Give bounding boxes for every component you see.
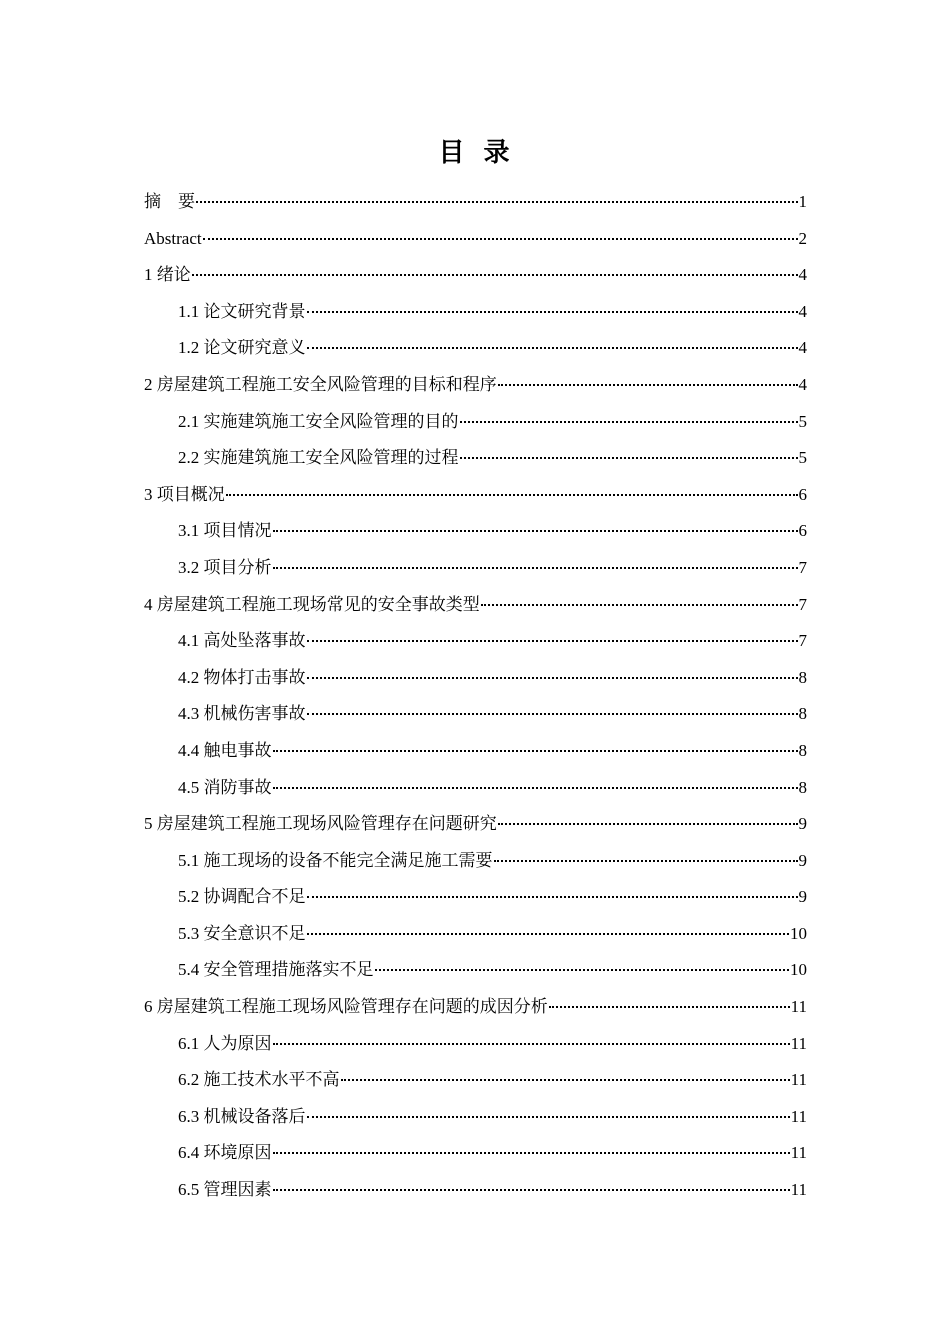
toc-entry-label: 4.2 物体打击事故 (178, 667, 306, 687)
toc-entry-page-number: 11 (790, 1070, 807, 1090)
toc-entry[interactable] (144, 550, 807, 587)
toc-dot-leader (273, 567, 798, 569)
toc-entry-page-number: 8 (798, 740, 807, 760)
toc-dot-leader (273, 1189, 790, 1191)
toc-entry-page-number: 4 (798, 338, 807, 358)
toc-dot-leader (273, 1043, 790, 1045)
toc-dot-leader (196, 201, 798, 203)
toc-entry[interactable] (144, 294, 807, 331)
toc-entry-page-number: 5 (798, 448, 807, 468)
toc-entry-page-number: 9 (798, 850, 807, 870)
toc-list (144, 184, 807, 1209)
toc-entry[interactable] (144, 1026, 807, 1063)
toc-entry-label: 2.1 实施建筑施工安全风险管理的目的 (178, 411, 459, 431)
toc-dot-leader (307, 713, 798, 715)
toc-entry[interactable] (144, 221, 807, 258)
toc-dot-leader (549, 1006, 790, 1008)
toc-entry-label: 6.3 机械设备落后 (178, 1106, 306, 1126)
toc-entry-label: Abstract (144, 228, 202, 248)
toc-dot-leader (307, 347, 798, 349)
toc-entry-label: 4.3 机械伤害事故 (178, 704, 306, 724)
toc-dot-leader (307, 311, 798, 313)
toc-entry[interactable] (144, 623, 807, 660)
toc-entry-label: 5.2 协调配合不足 (178, 887, 306, 907)
toc-dot-leader (498, 384, 798, 386)
toc-dot-leader (494, 860, 798, 862)
toc-entry-label: 4.5 消防事故 (178, 777, 272, 797)
toc-entry-label: 4.4 触电事故 (178, 740, 272, 760)
toc-entry[interactable] (144, 879, 807, 916)
toc-entry[interactable] (144, 513, 807, 550)
toc-entry-label: 5 房屋建筑工程施工现场风险管理存在问题研究 (144, 814, 497, 834)
toc-entry-page-number: 11 (790, 1143, 807, 1163)
toc-entry-label: 6.4 环境原因 (178, 1143, 272, 1163)
toc-entry[interactable] (144, 477, 807, 514)
toc-dot-leader (192, 274, 798, 276)
toc-title: 目 录 (438, 138, 512, 167)
toc-entry[interactable] (144, 770, 807, 807)
toc-entry-page-number: 4 (798, 265, 807, 285)
toc-entry-page-number: 4 (798, 374, 807, 394)
toc-entry[interactable] (144, 989, 807, 1026)
toc-dot-leader (307, 640, 798, 642)
toc-entry-page-number: 6 (798, 521, 807, 541)
toc-dot-leader (273, 1152, 790, 1154)
toc-entry[interactable] (144, 696, 807, 733)
toc-entry[interactable] (144, 404, 807, 441)
toc-entry-page-number: 8 (798, 704, 807, 724)
toc-entry[interactable] (144, 1135, 807, 1172)
toc-entry-page-number: 8 (798, 667, 807, 687)
toc-entry[interactable] (144, 1062, 807, 1099)
toc-entry-label: 1 绪论 (144, 265, 191, 285)
toc-dot-leader (341, 1079, 790, 1081)
toc-entry-label: 1.1 论文研究背景 (178, 301, 306, 321)
toc-dot-leader (460, 457, 798, 459)
toc-dot-leader (226, 494, 798, 496)
toc-dot-leader (307, 933, 790, 935)
toc-entry-label: 3 项目概况 (144, 484, 225, 504)
toc-entry-page-number: 10 (790, 923, 807, 943)
toc-entry-page-number: 11 (790, 1180, 807, 1200)
toc-entry-page-number: 9 (798, 887, 807, 907)
toc-entry[interactable] (144, 440, 807, 477)
toc-entry-page-number: 11 (790, 1106, 807, 1126)
toc-entry[interactable] (144, 1172, 807, 1209)
toc-entry[interactable] (144, 806, 807, 843)
toc-dot-leader (498, 823, 798, 825)
toc-entry[interactable] (144, 330, 807, 367)
toc-entry-page-number: 2 (798, 228, 807, 248)
toc-entry-page-number: 11 (790, 997, 807, 1017)
toc-entry[interactable] (144, 1099, 807, 1136)
toc-entry-label: 1.2 论文研究意义 (178, 338, 306, 358)
toc-entry[interactable] (144, 367, 807, 404)
toc-entry[interactable] (144, 184, 807, 221)
toc-entry[interactable] (144, 257, 807, 294)
toc-entry[interactable] (144, 660, 807, 697)
toc-entry-label: 5.1 施工现场的设备不能完全满足施工需要 (178, 850, 493, 870)
toc-dot-leader (307, 677, 798, 679)
toc-dot-leader (481, 604, 798, 606)
toc-entry-label: 4.1 高处坠落事故 (178, 631, 306, 651)
toc-entry-label: 5.3 安全意识不足 (178, 923, 306, 943)
toc-entry-label: 3.1 项目情况 (178, 521, 272, 541)
toc-dot-leader (460, 421, 798, 423)
toc-dot-leader (273, 787, 798, 789)
toc-entry-page-number: 1 (798, 192, 807, 211)
toc-entry-page-number: 6 (798, 484, 807, 504)
toc-entry[interactable] (144, 733, 807, 770)
toc-dot-leader (307, 1116, 790, 1118)
toc-entry[interactable] (144, 587, 807, 624)
toc-dot-leader (203, 238, 798, 240)
toc-entry-label: 4 房屋建筑工程施工现场常见的安全事故类型 (144, 594, 480, 614)
toc-entry-label: 6 房屋建筑工程施工现场风险管理存在问题的成因分析 (144, 997, 548, 1017)
toc-entry-page-number: 11 (790, 1033, 807, 1053)
toc-entry-label: 3.2 项目分析 (178, 557, 272, 577)
toc-entry-label: 摘 要 (144, 192, 195, 211)
toc-dot-leader (273, 750, 798, 752)
toc-entry-page-number: 5 (798, 411, 807, 431)
toc-entry[interactable] (144, 952, 807, 989)
toc-entry-page-number: 4 (798, 301, 807, 321)
toc-dot-leader (307, 896, 798, 898)
toc-entry-label: 6.1 人为原因 (178, 1033, 272, 1053)
toc-entry-label: 6.2 施工技术水平不高 (178, 1070, 340, 1090)
toc-entry-page-number: 7 (798, 594, 807, 614)
toc-entry-page-number: 10 (790, 960, 807, 980)
toc-entry-page-number: 7 (798, 631, 807, 651)
toc-entry-page-number: 7 (798, 557, 807, 577)
toc-entry-page-number: 8 (798, 777, 807, 797)
toc-entry-label: 2 房屋建筑工程施工安全风险管理的目标和程序 (144, 374, 497, 394)
toc-entry-label: 6.5 管理因素 (178, 1180, 272, 1200)
toc-entry-label: 5.4 安全管理措施落实不足 (178, 960, 374, 980)
toc-entry[interactable] (144, 916, 807, 953)
toc-entry-page-number: 9 (798, 814, 807, 834)
toc-dot-leader (375, 969, 790, 971)
toc-entry[interactable] (144, 843, 807, 880)
toc-dot-leader (273, 530, 798, 532)
toc-entry-label: 2.2 实施建筑施工安全风险管理的过程 (178, 448, 459, 468)
